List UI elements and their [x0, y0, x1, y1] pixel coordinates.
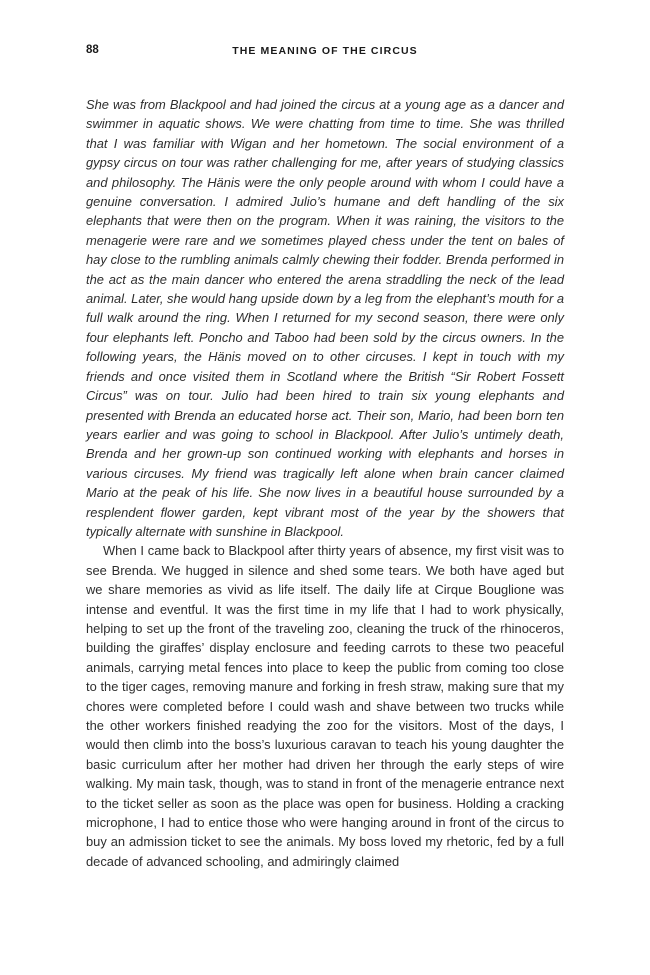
page-header: [86, 44, 564, 68]
page-number: 88: [86, 44, 99, 56]
body-text: [86, 95, 564, 871]
body-paragraph: When I came back to Blackpool after thirty years of absence, my first visit was to see Brenda. We hugged in silence and shed some tears. We both have aged but we share memories as vivid as life itself. The daily life at Cirque Bouglione was intense and eventful. It was the first time in my life that I had to work physically, helping to set up the front of the traveling zoo, cleaning the truck of the rhinoceros, building the giraffes’ display enclosure and feeding carrots to these two peaceful animals, carrying metal fences into place to keep the public from coming too close to the tiger cages, removing manure and forking in fresh straw, making sure that my chores were completed before I could wash and shave between two trucks while the other workers finished readying the zoo for the visitors. Most of the days, I would then climb into the boss’s luxurious caravan to teach his young daughter the basic curriculum after her mother had driven her through the early steps of wire walking. My main task, though, was to stand in front of the menagerie entrance next to the ticket seller as soon as the place was open for business. Holding a cracking microphone, I had to entice those who were hanging around in front of the circus to buy an admission ticket to see the animals. My boss loved my rhetoric, fed by a full decade of advanced schooling, and admiringly claimed: [86, 543, 564, 869]
book-page: [86, 44, 564, 871]
quoted-paragraph: She was from Blackpool and had joined the circus at a young age as a dancer and swimmer in aquatic shows. We were chatting from time to time. She was thrilled that I was familiar with Wigan and her hometown. The social environment of a gypsy circus on tour was rather challenging for me, after years of studying classics and philosophy. The Hänis were the only people around with whom I could have a genuine conversation. I admired Julio’s humane and deft handling of the six elephants that were then on the program. When it was raining, the visitors to the menagerie were rare and we sometimes played chess under the tent on bales of hay close to the rumbling animals calmly chewing their fodder. Brenda performed in the act as the main dancer who entered the arena straddling the neck of the lead animal. Later, she would hang upside down by a leg from the elephant’s mouth for a full walk around the ring. When I returned for my second season, there were only four elephants left. Poncho and Taboo had been sold by the circus owners. In the following years, the Hänis moved on to other circuses. I kept in touch with my friends and once visited them in Scotland where the British “Sir Robert Fossett Circus” was on tour. Julio had been hired to train six young elephants and presented with Brenda an educated horse act. Their son, Mario, had been born ten years earlier and was going to school in Blackpool. After Julio’s untimely death, Brenda and her grown-up son continued working with elephants and horses in various circuses. My friend was tragically left alone when brain cancer claimed Mario at the peak of his life. She now lives in a beautiful house surrounded by a resplendent flower garden, kept vibrant most of the year by the showers that typically alternate with sunshine in Blackpool.: [86, 97, 564, 539]
running-head: THE MEANING OF THE CIRCUS: [232, 45, 418, 57]
